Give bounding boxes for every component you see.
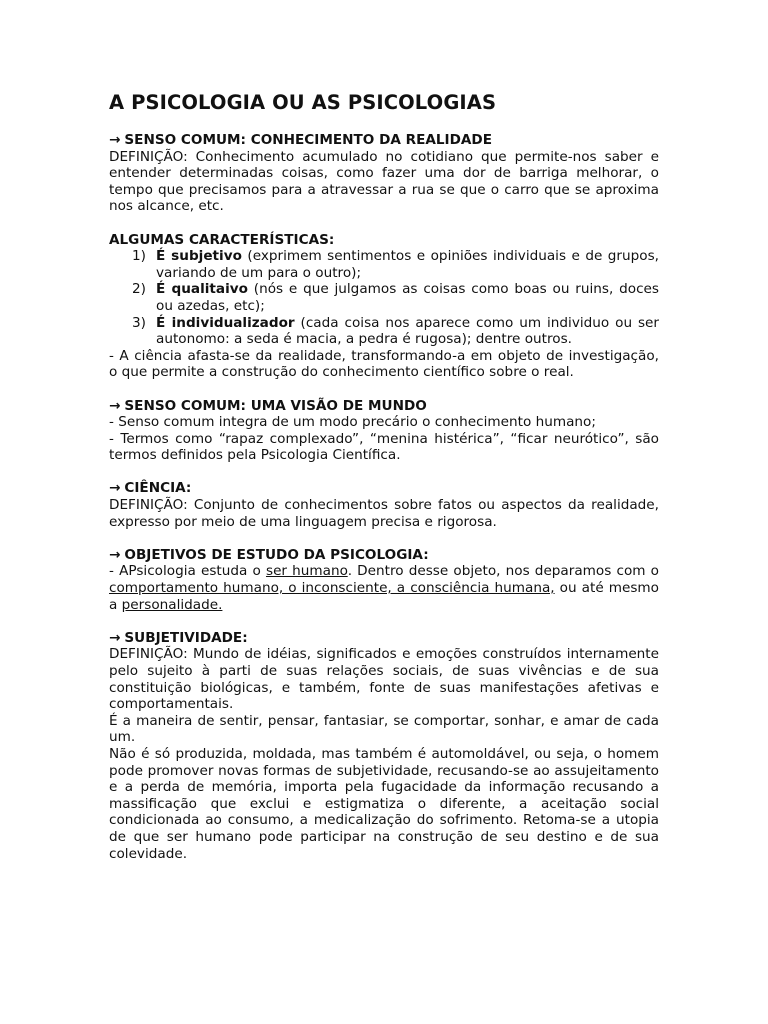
arrow-right-icon: → bbox=[109, 132, 121, 148]
bullet-line: - Senso comum integra de um modo precário o conhecimento humano; bbox=[109, 414, 596, 431]
section-heading: → SENSO COMUM: UMA VISÃO DE MUNDO bbox=[109, 397, 427, 414]
underlined-term: ser humano bbox=[265, 563, 348, 580]
underlined-term: personalidade. bbox=[121, 596, 223, 613]
section-senso-comum-conhecimento bbox=[109, 132, 659, 215]
section-ciencia bbox=[109, 480, 659, 530]
list-item: 3) É individualizador (cada coisa nos aparece como um individuo ou ser autonomo: a seda é macia, a pedra é rugosa); dentre outros. bbox=[132, 314, 659, 348]
body-paragraph: Não é só produzida, moldada, mas também é automoldável, ou seja, o homem pode promover novas formas de subjetividade, recusando-se ao assujeitamento e a perda de memória, importa pela fugacidade da informação recusando a massificação que exclui e estigmatiza o diferente, a aceitação social condicionada ao consumo, a medicalização do sofrimento. Retoma-se a utopia de que ser humano pode participar na construção de seu destino e de sua colevidade. bbox=[109, 745, 659, 862]
body-paragraph: É a maneira de sentir, pensar, fantasiar, se comportar, sonhar, e amar de cada um. bbox=[109, 712, 659, 746]
section-heading: → OBJETIVOS DE ESTUDO DA PSICOLOGIA: bbox=[109, 546, 429, 563]
arrow-right-icon: → bbox=[109, 397, 121, 414]
bullet-line: - Termos como “rapaz complexado”, “menina histérica”, “ficar neurótico”, são termos definidos pela Psicologia Científica. bbox=[109, 430, 659, 464]
note-paragraph: - A ciência afasta-se da realidade, transformando-a em objeto de investigação, o que permite a construção do conhecimento científico sobre o real. bbox=[109, 347, 659, 381]
document-body bbox=[109, 90, 659, 862]
section-heading: → CIÊNCIA: bbox=[109, 480, 192, 497]
list-item: 1) É subjetivo (exprimem sentimentos e opiniões individuais e de grupos, variando de um para o outro); bbox=[132, 248, 659, 281]
characteristics-list bbox=[109, 248, 659, 348]
objectives-paragraph: - APsicologia estuda o ser humano. Dentro desse objeto, nos deparamos com o comportamento humano, o inconsciente, a consciência humana, ou até mesmo a personalidade. bbox=[109, 563, 660, 613]
section-caracteristicas bbox=[109, 232, 659, 381]
underlined-term: comportamento humano, o inconsciente, a consciência humana, bbox=[109, 580, 555, 597]
section-visao-de-mundo bbox=[109, 398, 659, 464]
document-title: A PSICOLOGIA OU AS PSICOLOGIAS bbox=[109, 91, 497, 114]
list-item: 2) É qualitaivo (nós e que julgamos as coisas como boas ou ruins, doces ou azedas, etc); bbox=[132, 281, 659, 314]
section-objetivos bbox=[109, 547, 659, 613]
definition-paragraph: DEFINIÇÃO: Conjunto de conhecimentos sobre fatos ou aspectos da realidade, expresso por meio de uma linguagem precisa e rigorosa. bbox=[109, 497, 659, 530]
section-heading: ALGUMAS CARACTERÍSTICAS: bbox=[109, 231, 335, 248]
arrow-right-icon: → bbox=[109, 480, 121, 497]
arrow-right-icon: → bbox=[109, 546, 121, 563]
definition-paragraph: DEFINIÇÃO: Mundo de idéias, significados e emoções construídos internamente pelo sujeito à parti de suas relações sociais, de suas vivências e de sua constituição biológicas, e também, fonte de suas manifestações afetivas e comportamentais. bbox=[109, 646, 659, 713]
definition-paragraph: DEFINIÇÃO: Conhecimento acumulado no cotidiano que permite-nos saber e entender determinadas coisas, como fazer uma dor de barriga melhorar, o tempo que precisamos para a atravessar a rua se que o carro que se aproxima nos alcance, etc. bbox=[109, 148, 659, 215]
section-heading: → SUBJETIVIDADE: bbox=[109, 629, 248, 646]
arrow-right-icon: → bbox=[109, 629, 121, 646]
section-heading: → SENSO COMUM: CONHECIMENTO DA REALIDADE bbox=[109, 132, 492, 148]
section-subjetividade bbox=[109, 630, 659, 862]
